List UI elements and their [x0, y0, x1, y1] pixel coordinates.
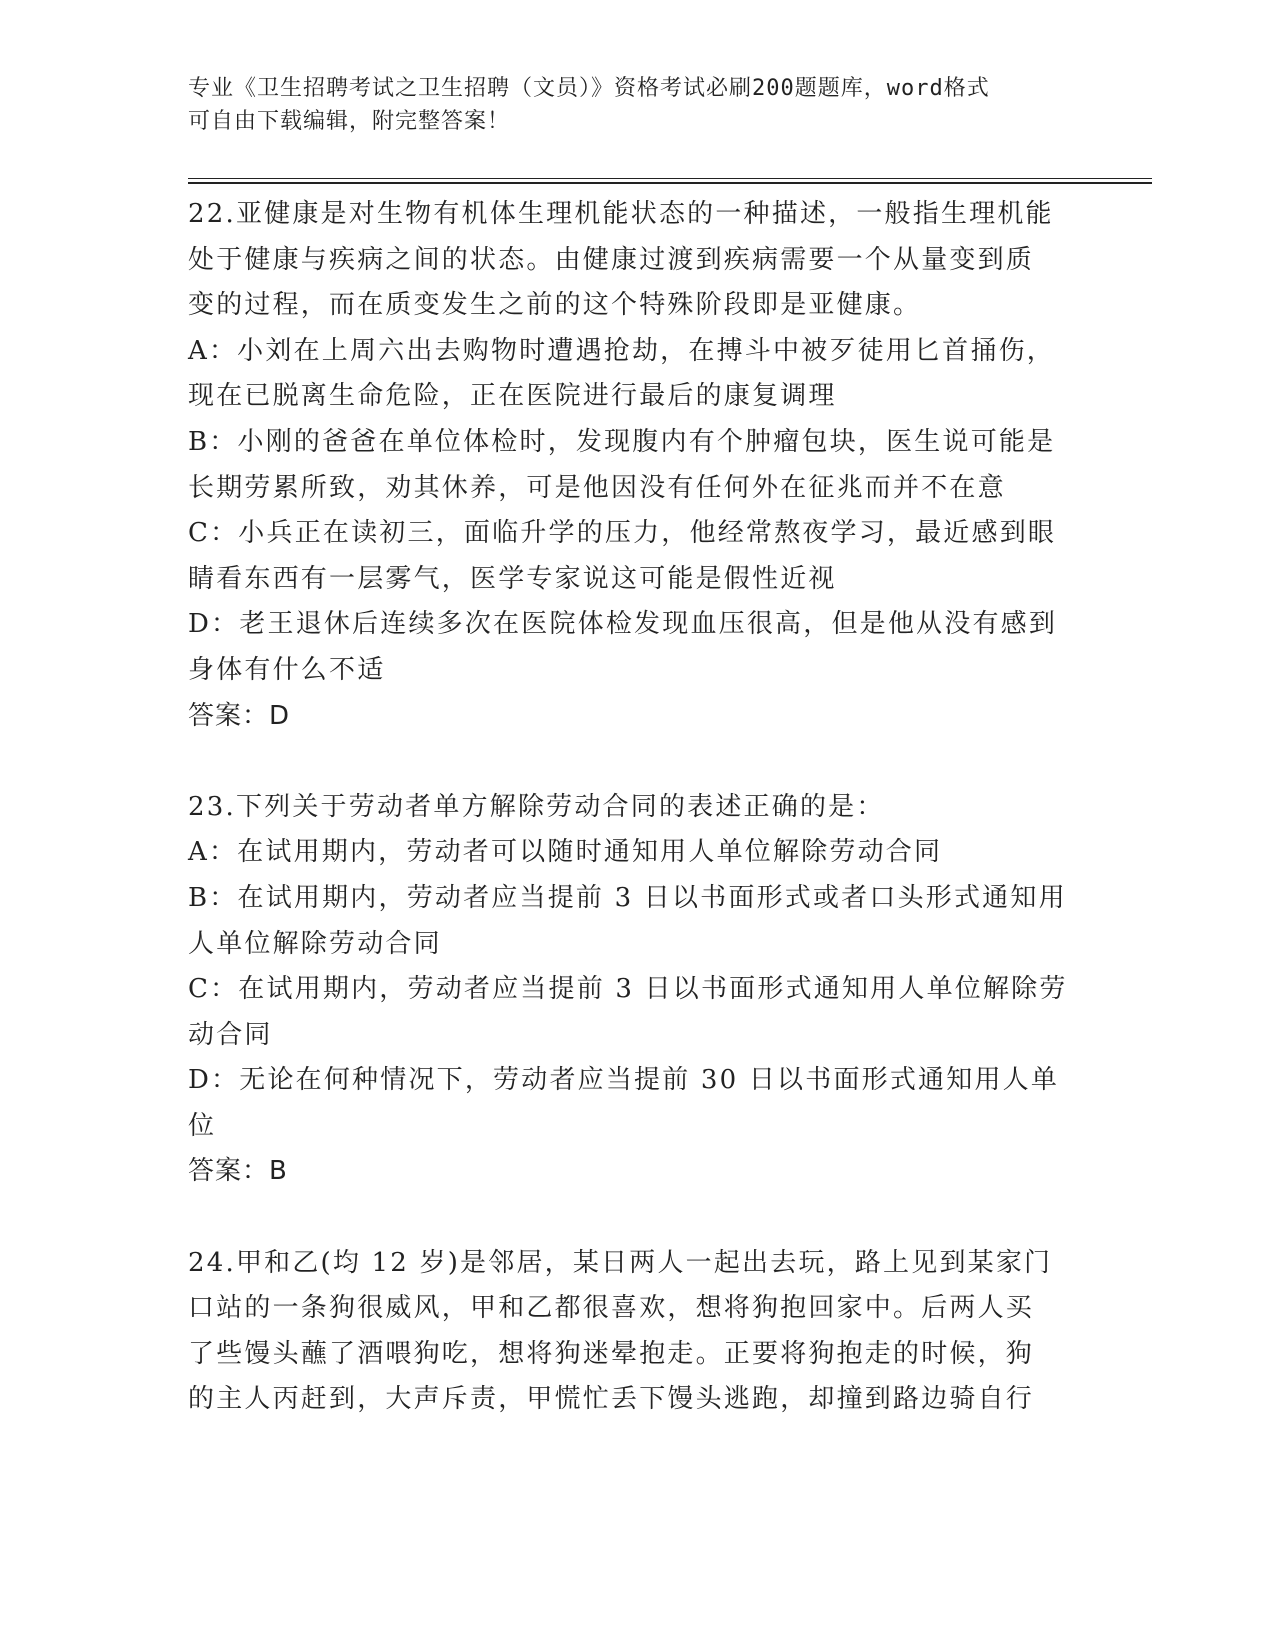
document-body: [188, 192, 1088, 1423]
question-22: [188, 192, 1088, 739]
option-c-line: C：小兵正在读初三，面临升学的压力，他经常熬夜学习，最近感到眼: [188, 518, 1057, 549]
text-line: 了些馒头蘸了酒喂狗吃，想将狗迷晕抱走。正要将狗抱走的时候，狗: [188, 1338, 1035, 1369]
spacer: [188, 1195, 1088, 1241]
option-d-line: D：无论在何种情况下，劳动者应当提前 30 日以书面形式通知用人单: [188, 1065, 1060, 1096]
question-24: [188, 1241, 1088, 1423]
text-line: 的主人丙赶到，大声斥责，甲慌忙丢下馒头逃跑，却撞到路边骑自行: [188, 1384, 1035, 1415]
answer-22: 答案：D: [188, 700, 291, 731]
header-line-2: 可自由下载编辑，附完整答案！: [188, 109, 511, 134]
option-c-line: C：在试用期内，劳动者应当提前 3 日以书面形式通知用人单位解除劳: [188, 974, 1068, 1005]
option-b-line: B：小刚的爸爸在单位体检时，发现腹内有个肿瘤包块，医生说可能是: [188, 426, 1056, 457]
header-divider-thick: [188, 182, 1152, 184]
text-line: 处于健康与疾病之间的状态。由健康过渡到疾病需要一个从量变到质: [188, 244, 1035, 275]
text-line: 现在已脱离生命危险，正在医院进行最后的康复调理: [188, 381, 837, 412]
text-line: 身体有什么不适: [188, 654, 386, 685]
question-23: [188, 785, 1088, 1195]
text-line: 24.甲和乙(均 12 岁)是邻居，某日两人一起出去玩，路上见到某家门: [188, 1247, 1053, 1278]
option-d-line: D：老王退休后连续多次在医院体检发现血压很高，但是他从没有感到: [188, 609, 1058, 640]
text-line: 长期劳累所致，劝其休养，可是他因没有任何外在征兆而并不在意: [188, 472, 1006, 503]
option-b-line: B：在试用期内，劳动者应当提前 3 日以书面形式或者口头形式通知用: [188, 882, 1067, 913]
text-line: 位: [188, 1110, 217, 1141]
text-line: 人单位解除劳动合同: [188, 928, 442, 959]
text-line: 22.亚健康是对生物有机体生理机能状态的一种描述，一般指生理机能: [188, 199, 1054, 229]
option-a-line: A：在试用期内，劳动者可以随时通知用人单位解除劳动合同: [188, 837, 943, 868]
spacer: [188, 739, 1088, 785]
document-header: [188, 72, 1088, 138]
answer-23: 答案：B: [188, 1156, 288, 1187]
header-line-1: 专业《卫生招聘考试之卫生招聘（文员）》资格考试必刷200题题库，word格式: [188, 76, 990, 101]
text-line: 23.下列关于劳动者单方解除劳动合同的表述正确的是：: [188, 791, 885, 822]
header-divider-thin: [188, 178, 1152, 179]
option-a-line: A：小刘在上周六出去购物时遭遇抢劫，在搏斗中被歹徒用匕首捅伤，: [188, 335, 1055, 366]
text-line: 口站的一条狗很威风，甲和乙都很喜欢，想将狗抱回家中。后两人买: [188, 1293, 1035, 1324]
text-line: 动合同: [188, 1019, 273, 1050]
text-line: 变的过程，而在质变发生之前的这个特殊阶段即是亚健康。: [188, 290, 922, 321]
text-line: 睛看东西有一层雾气，医学专家说这可能是假性近视: [188, 563, 837, 594]
